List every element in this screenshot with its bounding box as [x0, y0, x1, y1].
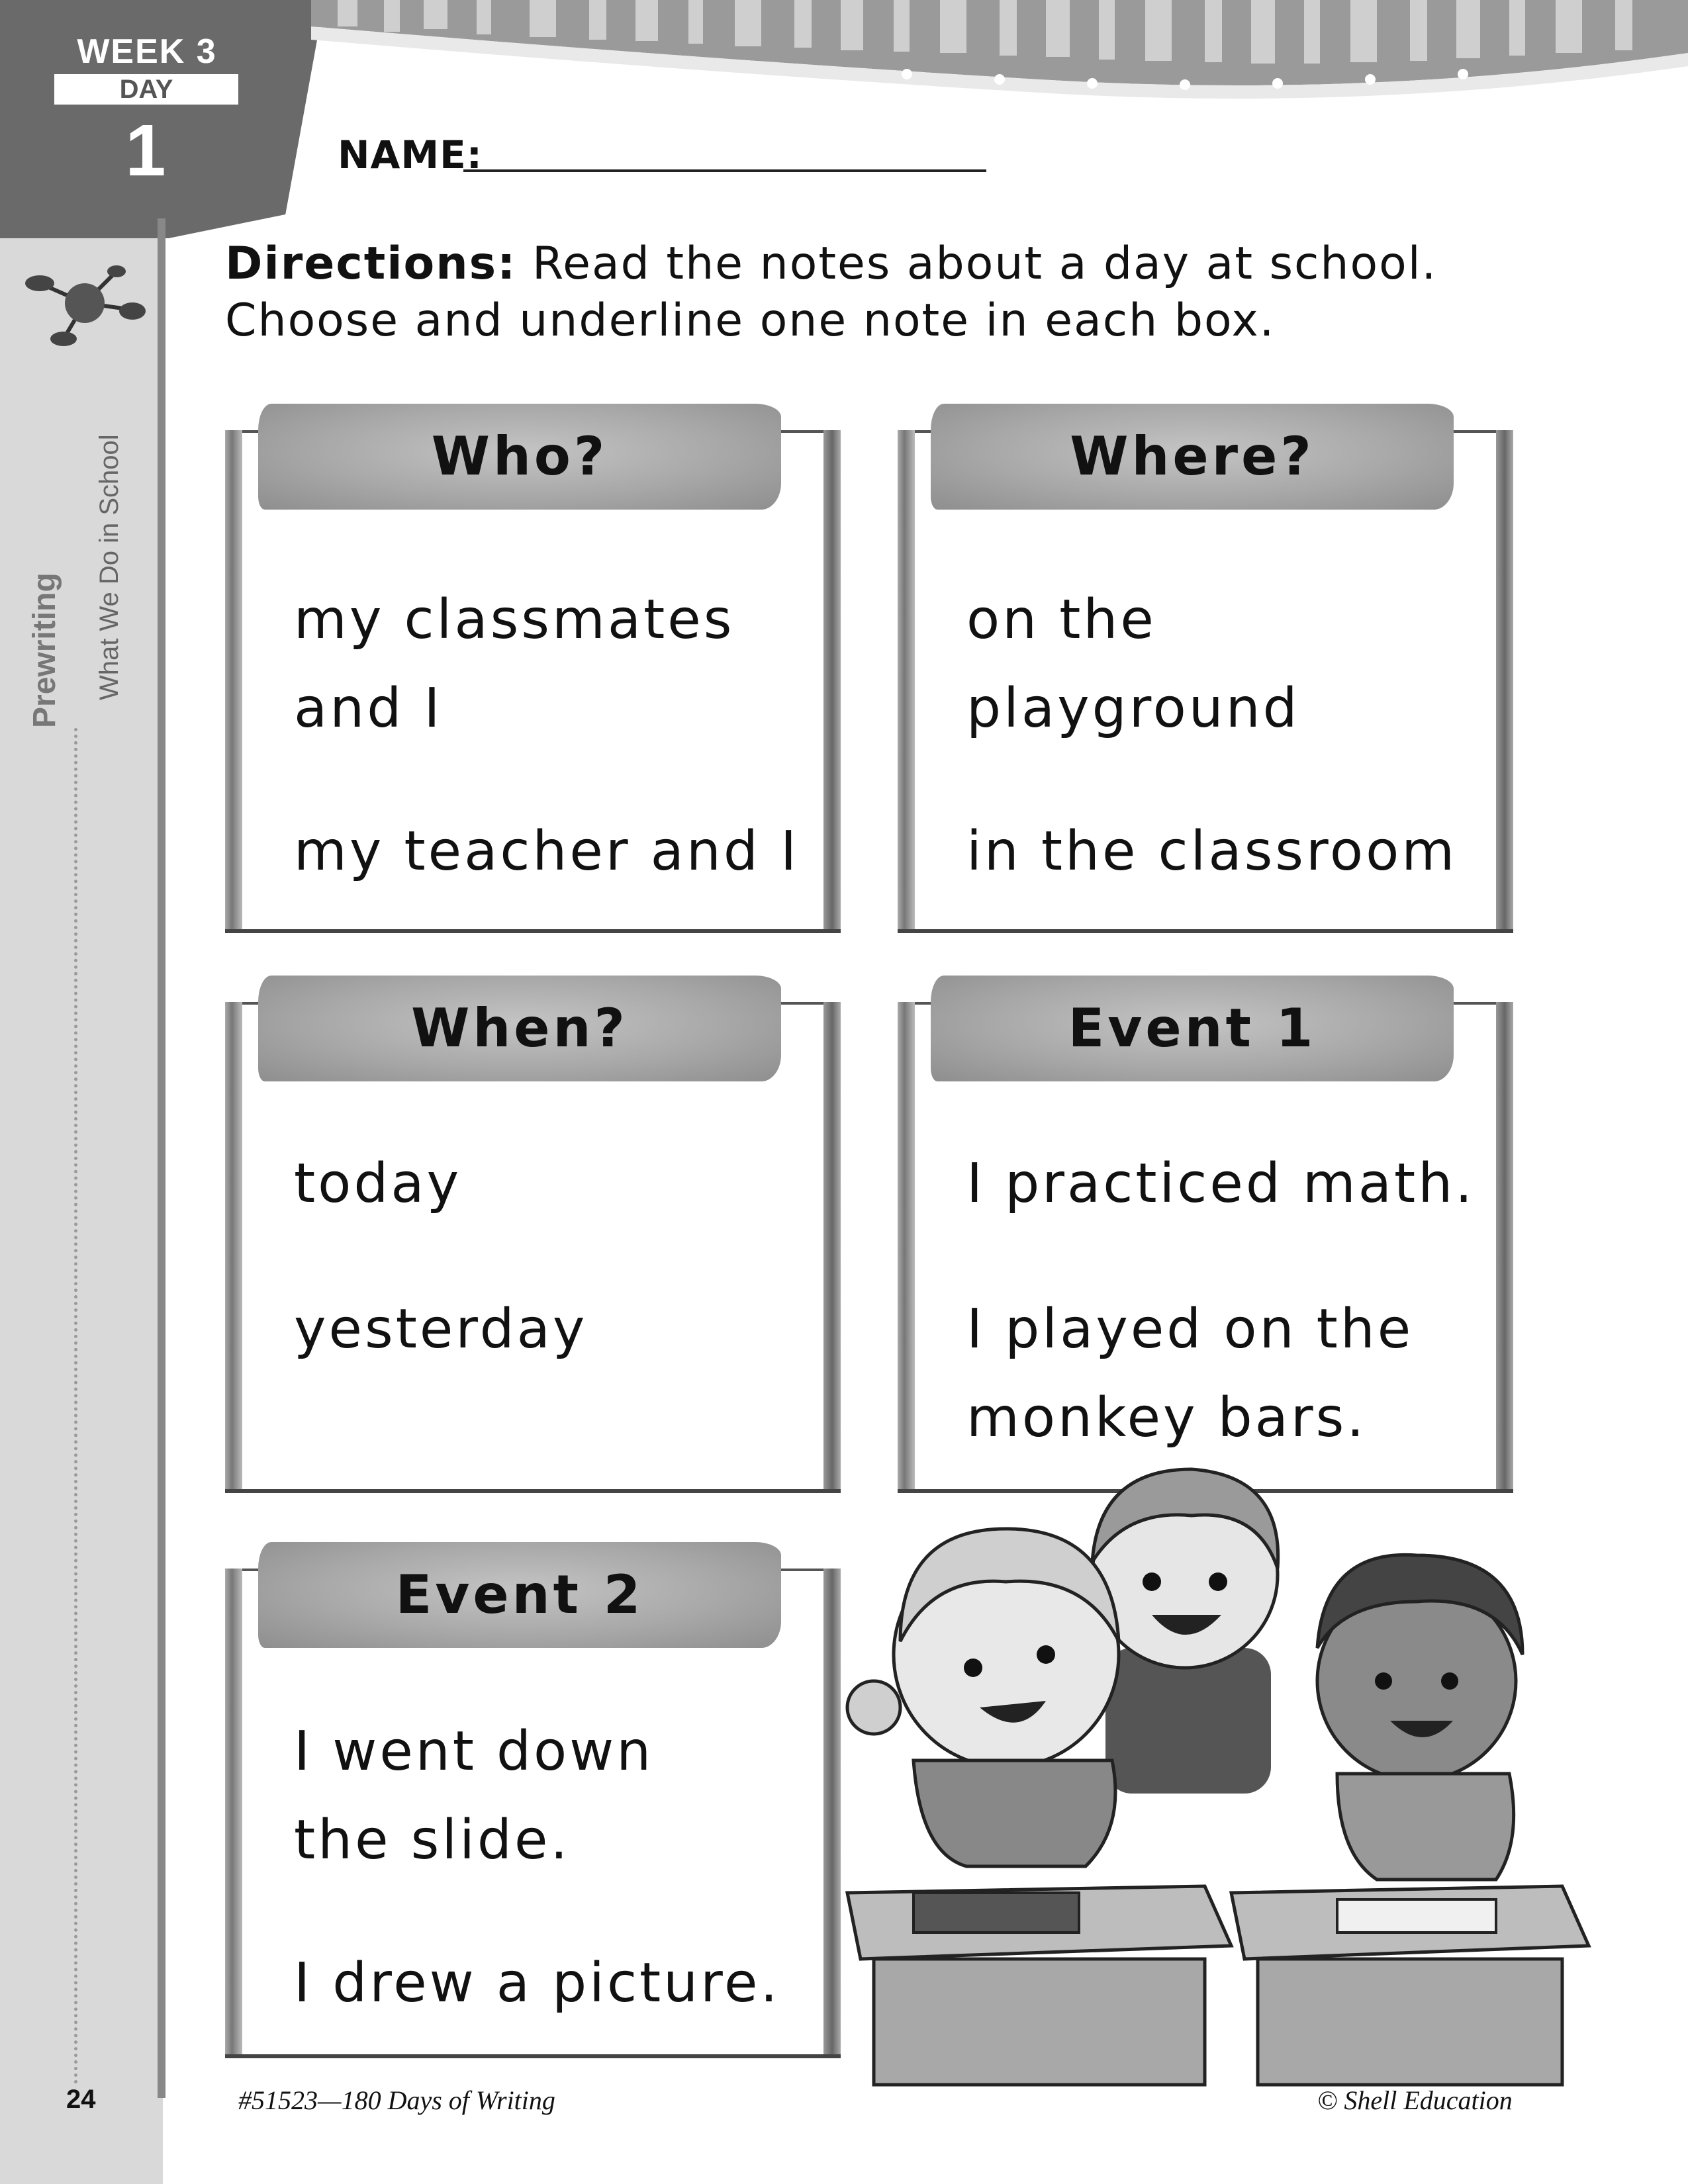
name-label: NAME:: [338, 132, 483, 177]
who-title: Who?: [431, 426, 608, 487]
who-box: [225, 404, 841, 933]
directions-line-1: Read the notes about a day at school.: [516, 238, 1438, 290]
directions-line-2: Choose and underline one note in each box.: [225, 295, 1276, 347]
note-who-1[interactable]: my classmates and I: [294, 588, 735, 740]
where-box: [898, 404, 1513, 933]
day-number: 1: [125, 110, 166, 191]
week-label: WEEK 3: [77, 32, 217, 71]
where-title: Where?: [1070, 426, 1315, 487]
note-event2-2[interactable]: I drew a picture.: [294, 1952, 780, 2015]
day-label: DAY: [54, 74, 238, 105]
book-title: #51523—180 Days of Writing: [238, 2085, 555, 2115]
event1-title: Event 1: [1068, 997, 1317, 1059]
page-number: 24: [66, 2085, 96, 2114]
rail-divider: [158, 218, 165, 2098]
note-where-1[interactable]: on the playground: [966, 588, 1300, 740]
note-event2-1[interactable]: I went down the slide.: [294, 1720, 654, 1872]
note-event1-1[interactable]: I practiced math.: [966, 1152, 1476, 1215]
copyright: © Shell Education: [1317, 2085, 1513, 2115]
note-event1-2[interactable]: I played on the monkey bars.: [966, 1298, 1414, 1449]
directions-label: Directions:: [225, 238, 517, 290]
note-when-1[interactable]: today: [294, 1152, 462, 1215]
note-when-2[interactable]: yesterday: [294, 1298, 588, 1361]
note-who-2[interactable]: my teacher and I: [294, 820, 800, 883]
event1-box: [898, 976, 1513, 1493]
name-field[interactable]: [463, 169, 986, 172]
note-where-2[interactable]: in the classroom: [966, 820, 1458, 883]
when-title: When?: [411, 997, 628, 1059]
rail-dotted-line: [74, 728, 77, 2085]
when-box: [225, 976, 841, 1493]
web-organizer-icon: [24, 265, 146, 347]
event2-box: [225, 1542, 841, 2058]
top-banner: [311, 0, 1688, 106]
children-at-desks-illustration: [834, 1430, 1602, 2091]
event2-title: Event 2: [395, 1564, 644, 1625]
section-label: Prewriting: [27, 572, 62, 728]
directions: [225, 236, 1549, 349]
topic-label: What We Do in School: [95, 434, 124, 700]
